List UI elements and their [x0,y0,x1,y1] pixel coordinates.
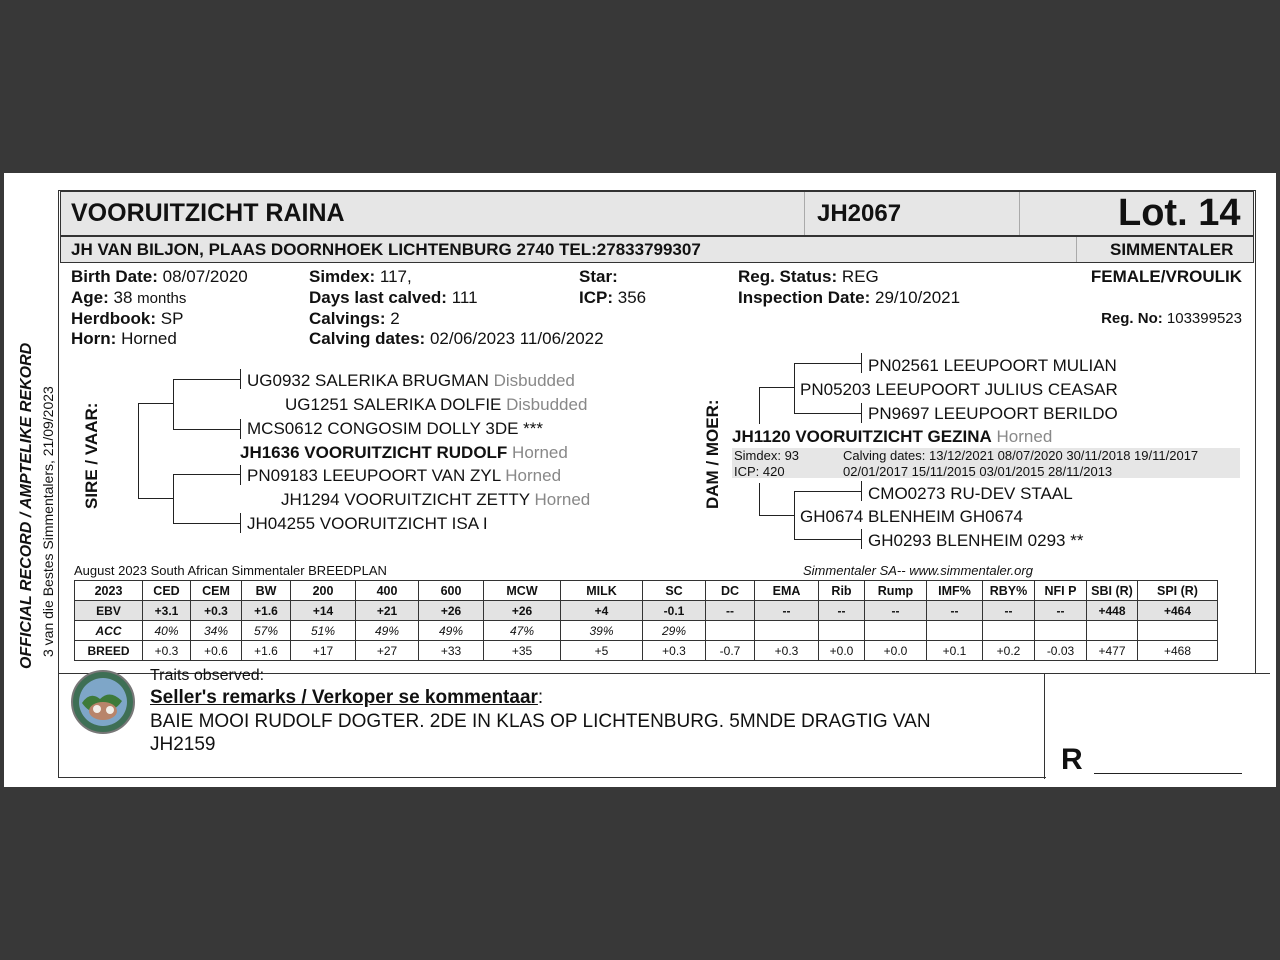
acc-row [75,621,1218,641]
sire-dam: JH1294 VOORUITZICHT ZETTY Horned [281,490,591,509]
breed-cell: +477 [1087,641,1138,661]
headers-cell: CED [143,581,191,601]
breed-cell: +0.2 [983,641,1035,661]
breed-cell: +0.3 [143,641,191,661]
simdex: Simdex: 117, [309,267,412,286]
headers-cell: 400 [356,581,419,601]
acc-cell: 34% [191,621,242,641]
acc-cell [865,621,927,641]
breed-cell: +468 [1138,641,1218,661]
headers-cell: SPI (R) [1138,581,1218,601]
acc-cell [927,621,983,641]
calving-dates: Calving dates: 02/06/2023 11/06/2022 [309,329,604,348]
ebv-cell: -- [706,601,755,621]
breed-cell: +33 [419,641,484,661]
ebv-row [75,601,1218,621]
breed-cell: +0.0 [865,641,927,661]
price-label: R [1061,743,1083,776]
breedplan-caption: August 2023 South African Simmentaler BREEDPLAN [74,563,387,578]
sellers-remarks-line1: BAIE MOOI RUDOLF DOGTER. 2DE IN KLAS OP LICHTENBURG. 5MNDE DRAGTIG VAN [150,711,931,732]
horn-status: Horn: Horned [71,329,177,348]
headers-cell: SBI (R) [1087,581,1138,601]
owner-details: JH VAN BILJON, PLAAS DOORNHOEK LICHTENBURG 2740 TEL:27833799307 [71,240,701,259]
herdbook: Herdbook: SP [71,309,184,328]
acc-cell: 29% [643,621,706,641]
acc-cell: 51% [291,621,356,641]
official-record-label: OFFICIAL RECORD / AMPTELIKE REKORD [18,342,35,669]
acc-cell [755,621,819,641]
lot-number: Lot. 14 [1118,192,1241,234]
dam-simdex: Simdex: 93 [734,448,800,463]
breed-cell: +0.1 [927,641,983,661]
sire-tree-line [138,403,139,498]
breed-cell: +0.0 [819,641,865,661]
ebv-cell: -0.1 [643,601,706,621]
acc-cell [706,621,755,641]
breed-cell: -0.7 [706,641,755,661]
dam-sire: PN05203 LEEUPOORT JULIUS CEASAR [800,380,1118,399]
acc-cell: 39% [561,621,643,641]
dam-sire-dam: PN9697 LEEUPOORT BERILDO [868,404,1118,423]
dam-calving-dates: Calving dates: 13/12/2021 08/07/2020 30/11/2018 19/11/2017 [843,448,1199,463]
dam-name: JH1120 VOORUITZICHT GEZINA Horned [732,427,1053,446]
reg-no: Reg. No: 103399523 [1101,310,1242,327]
breed-cell: +35 [484,641,561,661]
headers-cell: DC [706,581,755,601]
sire-dam-sire: PN09183 LEEUPOORT VAN ZYL Horned [247,466,562,485]
reg-status: Reg. Status: REG [738,267,879,286]
ebv-cell: +14 [291,601,356,621]
headers-cell: RBY% [983,581,1035,601]
acc-cell [1138,621,1218,641]
sex: FEMALE/VROULIK [1090,267,1242,286]
breed-cell: +0.6 [191,641,242,661]
acc-cell: 49% [419,621,484,641]
simmentaler-logo [70,669,136,735]
breed-cell: -0.03 [1035,641,1087,661]
ebv-cell: +26 [484,601,561,621]
sire-sire-parent: UG1251 SALERIKA DOLFIE Disbudded [285,395,588,414]
ebv-cell: +4 [561,601,643,621]
headers-cell: 600 [419,581,484,601]
sire-dam-parent: MCS0612 CONGOSIM DOLLY 3DE *** [247,419,544,438]
headers-cell: EMA [755,581,819,601]
dam-tree-line [759,387,760,424]
ebv-cell: -- [819,601,865,621]
ebv-cell: -- [865,601,927,621]
breed-cell: +27 [356,641,419,661]
icp: ICP: 356 [579,288,647,307]
price-box-bottom [59,777,1046,778]
sellers-remarks-title: Seller's remarks / Verkoper se kommentaar: [150,687,544,708]
dam-dam: GH0674 BLENHEIM GH0674 [800,507,1023,526]
breedplan-source: Simmentaler SA-- www.simmentaler.org [803,563,1033,578]
headers-cell: 200 [291,581,356,601]
ebv-cell: -- [927,601,983,621]
dam-calving-dates-2: 02/01/2017 15/11/2015 03/01/2015 28/11/2013 [843,464,1113,479]
acc-cell [819,621,865,641]
calvings: Calvings: 2 [309,309,400,328]
breed-cell: +0.3 [643,641,706,661]
ebv-cell: +26 [419,601,484,621]
age: Age: 38 months [71,288,187,307]
birth-date: Birth Date: 08/07/2020 [71,267,248,286]
acc-cell: 40% [143,621,191,641]
sellers-remarks-line2: JH2159 [150,734,216,755]
breed-avg-row [75,641,1218,661]
ebv-cell: +0.3 [191,601,242,621]
ebv-cell: +21 [356,601,419,621]
ebv-table [74,580,1218,661]
price-input[interactable] [1094,773,1242,774]
dam-sire-sire: PN02561 LEEUPOORT MULIAN [868,356,1117,375]
sire-name: JH1636 VOORUITZICHT RUDOLF Horned [240,443,568,462]
headers-cell: IMF% [927,581,983,601]
ebv-cell: +464 [1138,601,1218,621]
dam-dam-sire: CMO0273 RU-DEV STAAL [868,484,1073,503]
breed-cell: +17 [291,641,356,661]
days-last-calved: Days last calved: 111 [309,288,478,307]
acc-cell [1087,621,1138,641]
ebv-cell: +3.1 [143,601,191,621]
ebv-cell: +448 [1087,601,1138,621]
lot-card [4,173,1276,787]
animal-name: VOORUITZICHT RAINA [71,199,345,227]
star: Star: [579,267,618,286]
sire-sire: UG0932 SALERIKA BRUGMAN Disbudded [247,371,575,390]
ebv-cell: +1.6 [242,601,291,621]
headers-cell: SC [643,581,706,601]
acc-cell: 49% [356,621,419,641]
sire-label: SIRE / VAAR: [82,402,101,509]
animal-id: JH2067 [817,200,902,227]
ebv-cell: -- [983,601,1035,621]
traits-observed: Traits observed: [150,667,265,684]
breed-name: SIMMENTALER [1110,240,1234,259]
dam-dam-dam: GH0293 BLENHEIM 0293 ** [868,531,1084,550]
dam-label: DAM / MOER: [703,399,722,509]
breed-cell: BREED [75,641,143,661]
headers-cell: Rump [865,581,927,601]
inspection-date: Inspection Date: 29/10/2021 [738,288,961,307]
headers-cell: Rib [819,581,865,601]
breed-cell: +1.6 [242,641,291,661]
dam-icp: ICP: 420 [734,464,785,479]
breed-cell: +0.3 [755,641,819,661]
acc-cell: 57% [242,621,291,641]
headers-cell: 2023 [75,581,143,601]
ebv-header-row [75,581,1218,601]
headers-cell: MILK [561,581,643,601]
source-label: 3 van die Bestes Simmentalers, 21/09/2023 [40,386,56,657]
ebv-cell: EBV [75,601,143,621]
acc-cell [983,621,1035,641]
ebv-cell: -- [1035,601,1087,621]
acc-cell [1035,621,1087,641]
acc-cell: ACC [75,621,143,641]
headers-cell: MCW [484,581,561,601]
headers-cell: BW [242,581,291,601]
sire-dam-dam: JH04255 VOORUITZICHT ISA I [247,514,488,533]
headers-cell: CEM [191,581,242,601]
ebv-cell: -- [755,601,819,621]
breed-cell: +5 [561,641,643,661]
acc-cell: 47% [484,621,561,641]
headers-cell: NFI P [1035,581,1087,601]
